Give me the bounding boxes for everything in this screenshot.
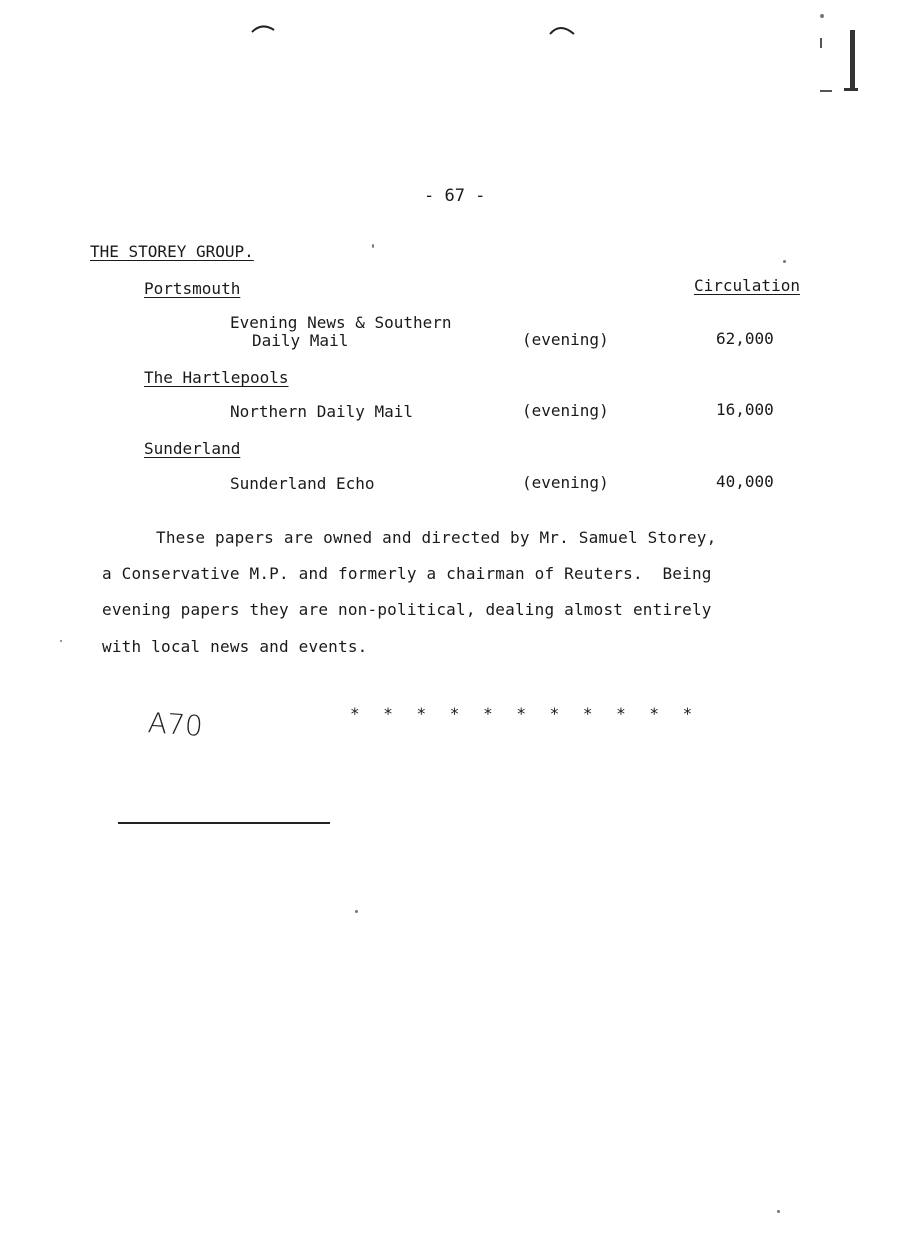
place-heading: Portsmouth bbox=[144, 279, 241, 298]
paper-circulation: 16,000 bbox=[716, 400, 774, 419]
scan-speck bbox=[777, 1210, 780, 1213]
section-heading: THE STOREY GROUP. bbox=[90, 242, 254, 261]
handwritten-annotation: A70 bbox=[146, 706, 204, 743]
paragraph-line: evening papers they are non-political, dealing almost entirely bbox=[102, 600, 712, 619]
paper-title: Northern Daily Mail bbox=[230, 402, 414, 421]
paragraph-line: These papers are owned and directed by Mr. Samuel Storey, bbox=[156, 528, 717, 547]
scan-speck bbox=[783, 260, 786, 263]
binding-mark-icon bbox=[814, 10, 866, 95]
paper-edition: (evening) bbox=[522, 330, 609, 349]
circulation-header: Circulation bbox=[694, 276, 800, 295]
page-number: - 67 - bbox=[424, 186, 486, 206]
scan-speck bbox=[372, 244, 374, 248]
paragraph-line: with local news and events. bbox=[102, 637, 368, 656]
place-heading: The Hartlepools bbox=[144, 368, 289, 387]
paper-title: Evening News & Southern bbox=[230, 313, 452, 332]
paper-circulation: 40,000 bbox=[716, 472, 774, 491]
paragraph-line: a Conservative M.P. and formerly a chairman of Reuters. Being bbox=[102, 564, 712, 583]
punch-mark-right bbox=[548, 22, 576, 38]
paper-edition: (evening) bbox=[522, 401, 609, 420]
separator-stars: * * * * * * * * * * * bbox=[350, 704, 700, 723]
scan-speck bbox=[60, 640, 62, 642]
place-heading: Sunderland bbox=[144, 439, 241, 458]
paper-title-continued: Daily Mail bbox=[252, 331, 349, 350]
scan-speck bbox=[355, 910, 358, 913]
paper-edition: (evening) bbox=[522, 473, 609, 492]
horizontal-rule bbox=[118, 822, 330, 824]
paper-circulation: 62,000 bbox=[716, 329, 774, 348]
punch-mark-left bbox=[250, 20, 278, 36]
paper-title: Sunderland Echo bbox=[230, 474, 375, 493]
